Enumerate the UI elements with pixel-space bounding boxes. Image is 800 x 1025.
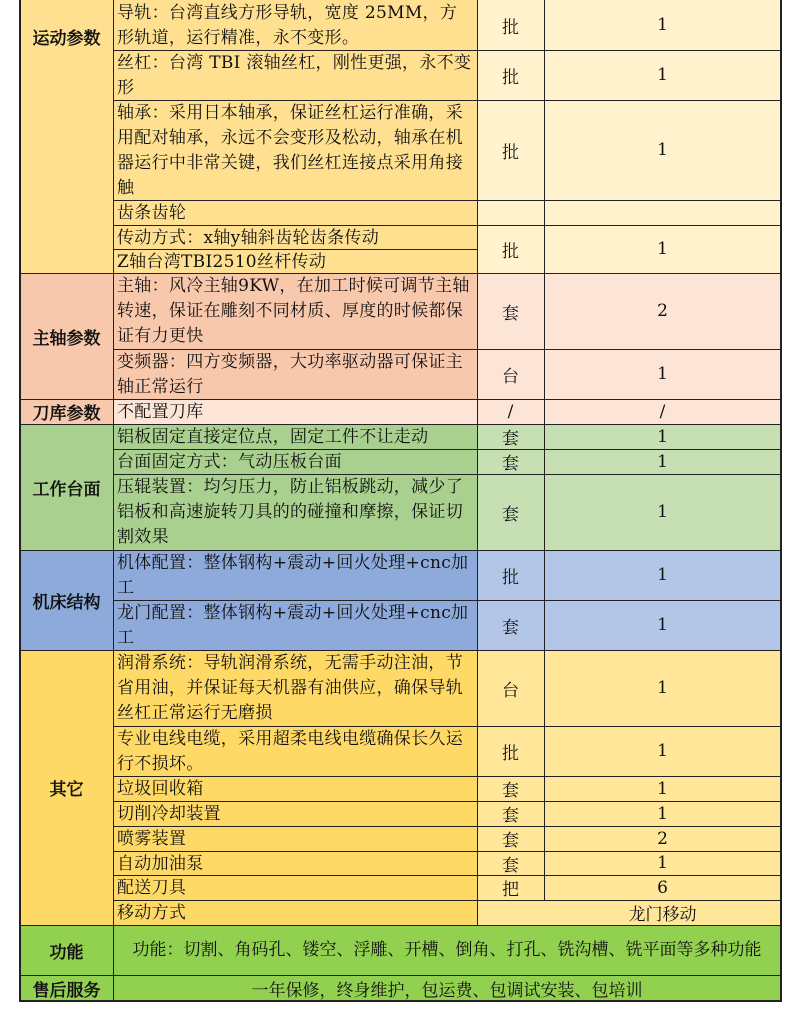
row-unit: 台 [502,680,519,701]
row-qty: 龙门移动 [628,905,697,925]
grid-line [19,650,781,651]
row-desc: 铝板固定直接定位点，固定工件不让走动 [117,427,429,447]
row-unit: 批 [502,241,519,262]
row-unit: 套 [502,855,519,875]
grid-line [19,975,781,976]
grid-line [19,399,781,400]
row-qty: 1 [657,426,668,447]
grid-line [19,925,781,926]
grid-line [113,600,781,601]
grid-line [113,249,477,250]
row-qty: 1 [657,853,668,873]
row-unit: 套 [502,429,519,449]
grid-line [113,851,781,852]
row-unit: 台 [502,366,519,387]
row-desc: 切削冷却装置 [117,804,221,824]
row-qty: 1 [657,741,668,761]
grid-line [113,826,781,827]
row-qty: 1 [657,615,668,635]
row-desc: 专业电线电缆，采用超柔电线电缆确保长久运行不损坏。 [117,729,463,774]
row-unit: 套 [502,504,519,525]
row-unit: 套 [502,781,519,801]
category-motion: 运动参数 [20,0,113,273]
row-unit: 批 [502,567,519,588]
row-qty: 1 [657,502,668,522]
grid-line [113,225,781,226]
row-desc: 齿条齿轮 [117,203,187,223]
row-desc: 配送刀具 [117,878,187,898]
grid-line [113,50,781,51]
category-after-sales: 售后服务 [20,975,113,1001]
category-function: 功能 [20,925,113,975]
grid-line [19,0,21,1002]
row-desc: 垃圾回收箱 [117,779,204,799]
row-unit: 批 [502,17,519,38]
row-unit: / [507,401,514,422]
grid-line [113,200,781,201]
row-unit: 套 [502,454,519,474]
category-toolmagazine: 刀库参数 [20,399,113,424]
row-unit: 套 [502,806,519,826]
grid-line [113,474,781,475]
grid-line [19,550,781,551]
row-qty: 1 [657,565,668,585]
grid-line [113,100,781,101]
grid-line [113,726,781,727]
row-unit: 批 [502,142,519,163]
row-desc: 润滑系统：导轨润滑系统，无需手动注油，节省用油，并保证每天机器有油供应，确保导轨丝杠正常运行无磨损 [117,653,463,723]
row-desc: 导轨：台湾直线方形导轨，宽度 25MM，方形轨道，运行精准，永不变形。 [117,3,458,48]
grid-line [19,424,781,425]
row-unit: 套 [502,303,519,324]
row-qty: 1 [657,239,668,259]
row-desc-line2: Z轴台湾TBI2510丝杆传动 [117,252,327,272]
grid-line [113,349,781,350]
row-qty: 1 [657,678,668,698]
row-qty: 2 [657,301,668,321]
row-desc: 变频器：四方变频器，大功率驱动器可保证主轴正常运行 [117,352,463,397]
row-unit: 批 [502,67,519,88]
grid-line [113,875,781,876]
row-desc: 龙门配置：整体钢构+震动+回火处理+cnc加工 [117,603,469,648]
grid-line [113,776,781,777]
category-machine-structure: 机床结构 [20,550,113,650]
grid-line [113,900,781,901]
row-unit: 批 [502,743,519,764]
row-qty: 1 [657,15,668,35]
row-unit: 套 [502,831,519,851]
grid-line [113,449,781,450]
row-desc: 自动加油泵 [117,854,204,874]
grid-line [544,0,545,900]
row-desc: 主轴：风冷主轴9KW，在加工时候可调节主轴转速，保证在雕刻不同材质、厚度的时候都保证有力更快 [117,276,470,346]
row-unit: 把 [502,880,519,900]
row-desc: 轴承：采用日本轴承，保证丝杠运行准确，采用配对轴承，永远不会变形及松动，轴承在机器运行中非常关键，我们丝杠连接点采用角接触 [117,103,463,198]
row-desc: 压辊装置：均匀压力，防止铝板跳动，减少了铝板和高速旋转刀具的的碰撞和摩擦，保证切割效果 [117,477,463,547]
row-qty: 1 [657,803,668,824]
row-desc: 丝杠：台湾 TBI 滚轴丝杠，刚性更强，永不变形 [117,53,472,98]
row-desc: 喷雾装置 [117,829,187,849]
row-desc: 台面固定方式：气动压板台面 [117,452,342,472]
row-qty: 6 [657,877,668,898]
row-qty: 2 [657,828,668,849]
row-qty: 1 [657,451,668,472]
grid-line [477,0,478,925]
row-desc: 不配置刀库 [117,402,204,422]
grid-line [19,273,781,274]
category-spindle: 主轴参数 [20,273,113,399]
function-desc: 功能：切割、角码孔、镂空、浮雕、开槽、倒角、打孔、铣沟槽、铣平面等多种功能 [113,925,781,975]
category-other: 其它 [20,650,113,925]
row-desc: 移动方式 [117,903,187,923]
row-qty: 1 [657,778,668,799]
grid-line [19,1000,782,1002]
row-qty: 1 [657,140,668,160]
row-desc: 机体配置：整体钢构+震动+回火处理+cnc加工 [117,553,469,598]
after-sales-desc: 一年保修，终身维护，包运费、包调试安装、包培训 [113,975,781,1001]
row-qty: 1 [657,65,668,85]
row-unit: 套 [502,617,519,638]
category-worktable: 工作台面 [20,424,113,550]
row-desc: 传动方式：x轴y轴斜齿轮齿条传动 [117,228,379,248]
row-qty: / [659,401,666,422]
grid-line [113,801,781,802]
row-qty: 1 [657,364,668,384]
